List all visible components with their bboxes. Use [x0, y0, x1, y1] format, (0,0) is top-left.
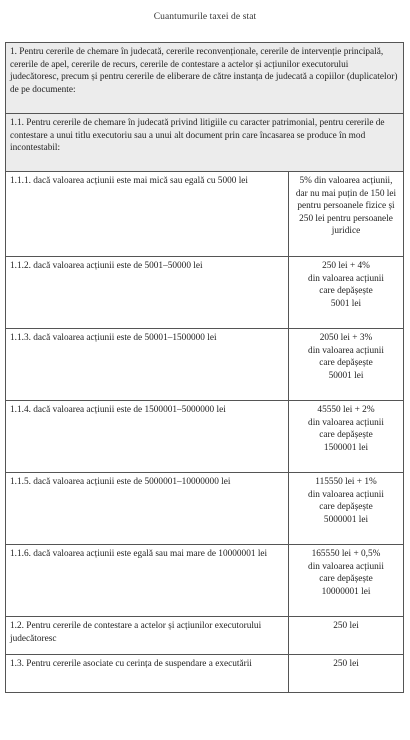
table-row-1-1-6: [6, 545, 404, 617]
fee-cell: 5% din valoarea acțiunii, dar nu mai puțin de 150 lei pentru persoanele fizice și 250 lei pentru persoanele juridice: [289, 172, 404, 257]
table-row-1-1-1: [6, 172, 404, 257]
condition-cell: 1.1.4. dacă valoarea acțiunii este de 1500001–5000000 lei: [6, 401, 289, 473]
table-row-1-3: [6, 655, 404, 693]
condition-cell: 1.2. Pentru cererile de contestare a actelor și acțiunilor executorului judecătoresc: [6, 617, 289, 655]
section-heading: 1. Pentru cererile de chemare în judecată, cererile reconvenționale, cererile de intervenție principală, cererile de apel, cererile de recurs, cererile de contestare a actelor și acțiunilor executorului judecătoresc, precum și pentru cererile de eliberare de către instanța de judecată a copiilor (duplicatelor) de pe documente:: [6, 43, 404, 114]
condition-cell: 1.1.2. dacă valoarea acțiunii este de 5001–50000 lei: [6, 257, 289, 329]
condition-cell: 1.3. Pentru cererile asociate cu cerința de suspendare a executării: [6, 655, 289, 693]
fee-cell: 45550 lei + 2% din valoarea acțiunii care depășește 1500001 lei: [289, 401, 404, 473]
table-row-1-1-2: [6, 257, 404, 329]
condition-cell: 1.1.1. dacă valoarea acțiunii este mai mică sau egală cu 5000 lei: [6, 172, 289, 257]
fee-cell: 250 lei + 4% din valoarea acțiunii care depășește 5001 lei: [289, 257, 404, 329]
condition-cell: 1.1.5. dacă valoarea acțiunii este de 5000001–10000000 lei: [6, 473, 289, 545]
fee-cell: 165550 lei + 0,5% din valoarea acțiunii care depășește 10000001 lei: [289, 545, 404, 617]
fee-cell: 115550 lei + 1% din valoarea acțiunii care depășește 5000001 lei: [289, 473, 404, 545]
condition-cell: 1.1.3. dacă valoarea acțiunii este de 50001–1500000 lei: [6, 329, 289, 401]
condition-cell: 1.1.6. dacă valoarea acțiunii este egală sau mai mare de 10000001 lei: [6, 545, 289, 617]
table-row-section-1-1: [6, 114, 404, 172]
table-row-1-1-5: [6, 473, 404, 545]
fee-cell: 2050 lei + 3% din valoarea acțiunii care depășește 50001 lei: [289, 329, 404, 401]
table-row-1-1-4: [6, 401, 404, 473]
document-title: Cuantumurile taxei de stat: [153, 12, 257, 22]
table-row-1-2: [6, 617, 404, 655]
table-row-1-1-3: [6, 329, 404, 401]
fee-cell: 250 lei: [289, 617, 404, 655]
fee-table: [5, 42, 404, 693]
subsection-heading: 1.1. Pentru cererile de chemare în judecată privind litigiile cu caracter patrimonial, pentru cererile de contestare a unui titlu executoriu sau a unui alt document prin care încasarea se produce în mod incontestabil:: [6, 114, 404, 172]
table-row-section-1: [6, 43, 404, 114]
fee-cell: 250 lei: [289, 655, 404, 693]
